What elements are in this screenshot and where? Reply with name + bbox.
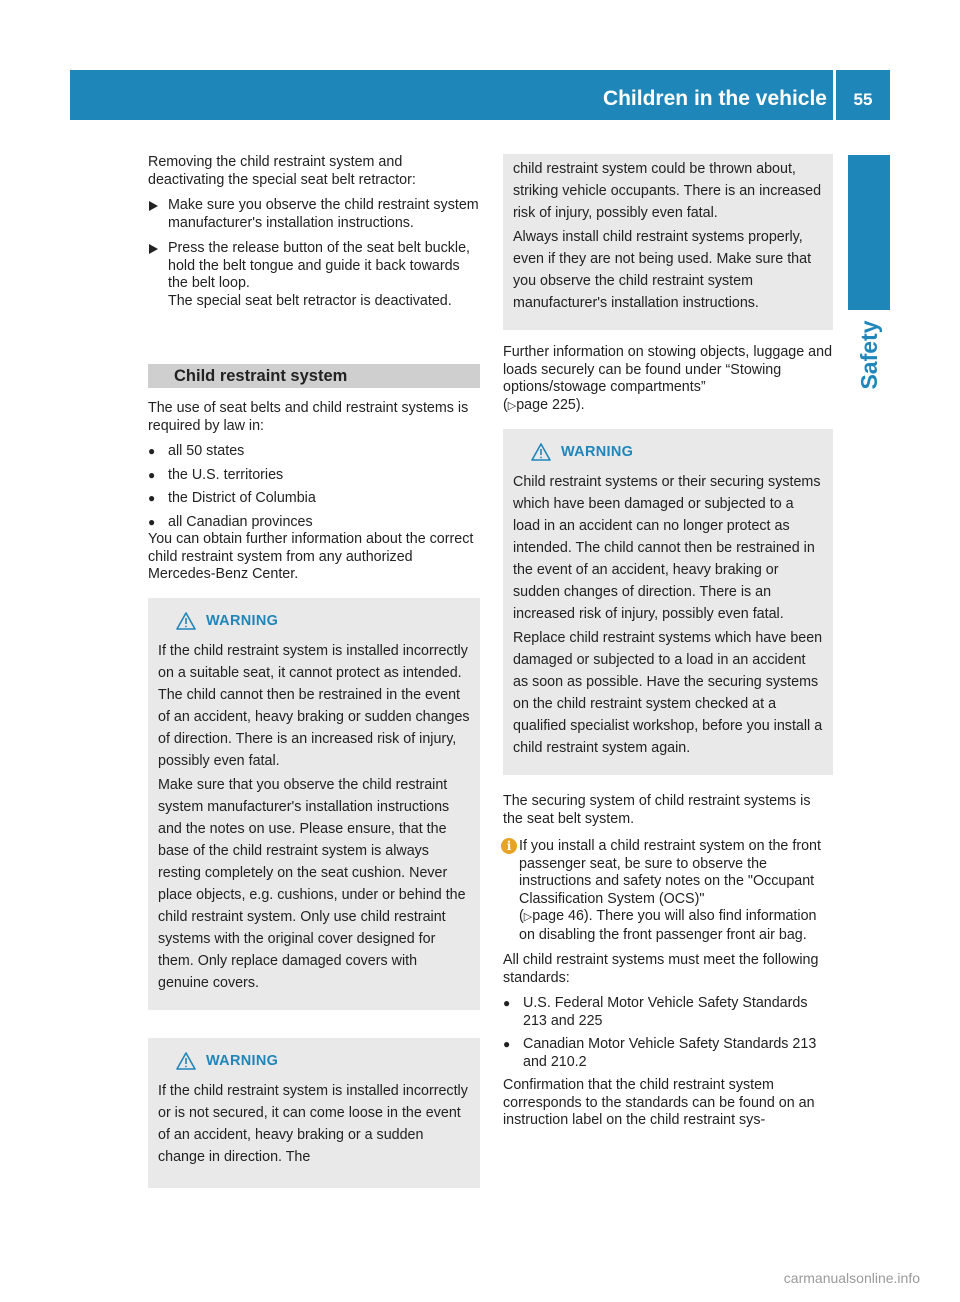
warning-triangle-icon xyxy=(176,612,196,630)
warning-text: Replace child restraint systems which have been damaged or subjected to a load in an accident as soon as possible. Have the securing systems on the child restraint system checked at a qualified specialist workshop, before you install a child restraint system again. xyxy=(513,630,823,756)
watermark: carmanualsonline.info xyxy=(783,1270,920,1286)
instruction-step xyxy=(148,240,480,310)
side-tab-label: Safety xyxy=(856,320,882,390)
intro-paragraph: Removing the child restraint system and deactivating the special seat belt retractor: xyxy=(148,154,416,188)
warning-header xyxy=(158,1050,470,1072)
left-column xyxy=(148,154,480,1188)
further-info-paragraph: Further information on stowing objects, luggage and loads securely can be found under “Stowing options/stowage compartments” (▷page 225). xyxy=(503,344,833,413)
info-paragraph: You can obtain further information about the correct child restraint system from any authorized Mercedes-Benz Center. xyxy=(148,531,474,582)
warning-triangle-icon xyxy=(176,1052,196,1070)
page-ref-link[interactable]: page 46). There you will also find information on disabling the front passenger front air bag. xyxy=(519,908,817,943)
bullet-icon: ● xyxy=(148,491,156,505)
bullet-icon: ● xyxy=(148,514,156,529)
confirmation-paragraph: Confirmation that the child restraint system corresponds to the standards can be found on an instruction label on the child restraint sys- xyxy=(503,1077,815,1128)
warning-box xyxy=(503,429,833,775)
list-item: ● the U.S. territories xyxy=(148,466,284,483)
standards-intro: All child restraint systems must meet the following standards: xyxy=(503,952,819,986)
step-arrow-icon xyxy=(149,244,158,254)
bullet-icon: ● xyxy=(503,1037,511,1051)
step-arrow-icon xyxy=(149,201,158,211)
page-number: 55 xyxy=(853,90,873,109)
side-tab-marker xyxy=(848,155,890,310)
info-icon: i xyxy=(501,838,517,854)
right-column xyxy=(503,154,833,1138)
warning-text: Child restraint systems or their securing systems which have been damaged or subjected to a load in an accident can no longer protect as intended. The child cannot then be restrained in the event of an accident, heavy braking or sudden changes of direction. There is an increased risk of injury, possibly even fatal. xyxy=(513,474,821,622)
bullet-icon: ● xyxy=(148,444,156,458)
page-ref-arrow-icon: ▷ xyxy=(507,399,517,412)
list-item: ● the District of Columbia xyxy=(148,490,316,506)
list-item: ● all Canadian provinces xyxy=(148,513,313,530)
section-heading: Child restraint system xyxy=(148,364,480,388)
step-text: Make sure you observe the child restraint system manufacturer's installation instructions. xyxy=(168,197,479,231)
step-text: Press the release button of the seat belt buckle, hold the belt tongue and guide it back towards the belt loop. xyxy=(168,240,471,291)
warning-title: WARNING xyxy=(206,612,279,629)
warning-text: Make sure that you observe the child restraint system manufacturer's installation instructions and the notes on use. Please ensure, that the base of the child restraint system is always resting completely on the seat cushion. Never place objects, e.g. cushions, under or behind the child restraint system. Only use child restraint systems with the original cover designed for them. Only replace damaged covers with genuine covers. xyxy=(158,776,466,991)
warning-box xyxy=(148,1038,480,1188)
warning-text: Always install child restraint systems properly, even if they are not being used. Make sure that you observe the child restraint system manufacturer's installation instructions. xyxy=(513,229,812,311)
warning-text: If the child restraint system is installed incorrectly or is not secured, it can come loose in the event of an accident, heavy braking or a sudden change in direction. The xyxy=(158,1082,468,1165)
warning-header xyxy=(158,610,470,632)
warning-triangle-icon xyxy=(531,443,551,461)
warning-title: WARNING xyxy=(561,444,634,460)
warning-text: child restraint system could be thrown about, striking vehicle occupants. There is an increased risk of injury, possibly even fatal. xyxy=(513,161,822,221)
bullet-icon: ● xyxy=(148,467,156,482)
warning-box-continued xyxy=(503,154,833,330)
list-item: ● U.S. Federal Motor Vehicle Safety Standards 213 and 225 xyxy=(503,995,808,1029)
warning-header xyxy=(513,441,823,463)
securing-paragraph: The securing system of child restraint systems is the seat belt system. xyxy=(503,793,811,827)
warning-title: WARNING xyxy=(206,1052,279,1069)
list-item: ● Canadian Motor Vehicle Safety Standards 213 and 210.2 xyxy=(503,1036,817,1070)
page-ref-link[interactable]: page 225). xyxy=(516,396,585,413)
section-intro: The use of seat belts and child restraint systems is required by law in: xyxy=(148,400,469,434)
bullet-icon: ● xyxy=(503,996,511,1010)
warning-box xyxy=(148,598,480,1010)
info-note: i If you install a child restraint system on the front passenger seat, be sure to observe the instructions and safety notes on the "Occupant Classification System (OCS)" (▷page 46). There you will also find information on disabling the front passenger front air bag. xyxy=(503,838,833,944)
chapter-title: Children in the vehicle xyxy=(602,87,827,110)
page-ref-arrow-icon: ▷ xyxy=(523,911,533,923)
step-result: The special seat belt retractor is deactivated. xyxy=(168,292,452,309)
list-item: ● all 50 states xyxy=(148,443,245,459)
warning-text: If the child restraint system is installed incorrectly on a suitable seat, it cannot protect as intended. The child cannot then be restrained in the event of an accident, heavy braking or sudden changes of direction. There is an increased risk of injury, possibly even fatal. xyxy=(158,642,470,769)
instruction-step xyxy=(148,197,480,232)
